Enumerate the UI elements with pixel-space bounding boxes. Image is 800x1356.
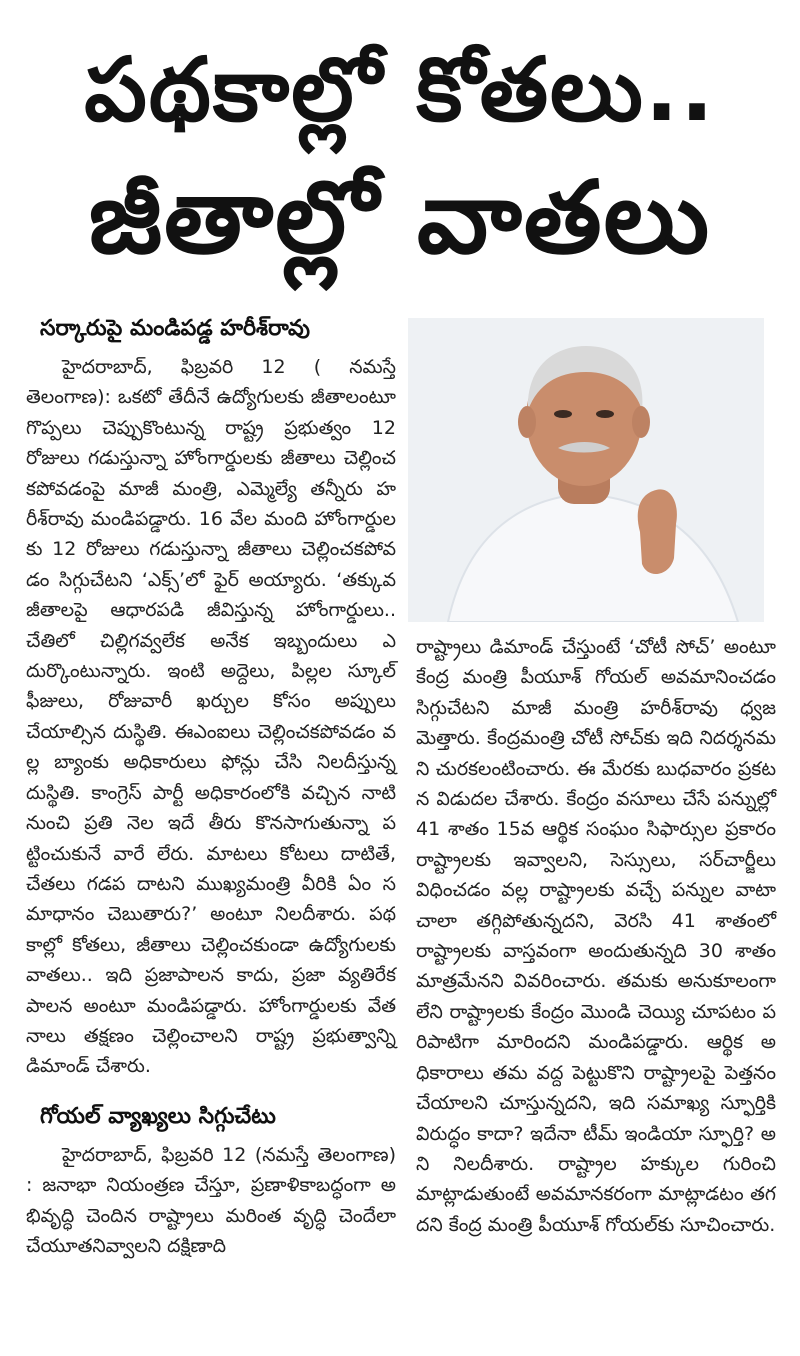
portrait-photo [408,318,764,622]
hand-shape [638,489,677,574]
right-column [416,632,776,1240]
headline-line-1: పథకాల్లో కోతలు.. [84,38,716,141]
story1-subhead: సర్కారుపై మండిపడ్డ హరీశ్‌రావు [40,316,311,341]
story1-body: హైదరాబాద్, ఫిబ్రవరి 12 ( నమస్తే తెలంగాణ): ఒకటో తేదీనే ఉద్యోగులకు జీతాలంటూ గొప్పలు చెప్పుకొంటున్న రాష్ట్ర ప్రభుత్వం 12 రోజులు గడుస్తున్నా హోంగార్డులకు జీతాలు చెల్లించకపోవడంపై మాజీ మంత్రి, ఎమ్మెల్యే తన్నీరు హరీశ్‌రావు మండిపడ్డారు. 16 వేల మంది హోంగార్డులకు 12 రోజులు గడుస్తున్నా జీతాలు చెల్లించకపోవడం సిగ్గుచేటని ‘ఎక్స్’లో ఫైర్ అయ్యారు. ‘తక్కువ జీతాలపై ఆధారపడి జీవిస్తున్న హోంగార్డులు.. చేతిలో చిల్లిగవ్వలేక అనేక ఇబ్బందులు ఎదుర్కొంటున్నారు. ఇంటి అద్దెలు, పిల్లల స్కూల్ ఫీజులు, రోజువారీ ఖర్చుల కోసం అప్పులు చేయాల్సిన దుస్థితి. ఈఎంఐలు చెల్లించకపోవడం వల్ల బ్యాంకు అధికారులు ఫోన్లు చేసి నిలదీస్తున్న దుస్థితి. కాంగ్రెస్ పార్టీ అధికారంలోకి వచ్చిన నాటి నుంచి ప్రతి నెల ఇదే తీరు కొనసాగుతున్నా పట్టించుకునే వారే లేరు. మాటలు కోటలు దాటితే, చేతలు గడప దాటని ముఖ్యమంత్రి వీరికి ఏం సమాధానం చెబుతారు?’ అంటూ నిలదీశారు. పథకాల్లో కోతలు, జీతాలు చెల్లించకుండా ఉద్యోగులకు వాతలు.. ఇది ప్రజాపాలన కాదు, ప్రజా వ్యతిరేక పాలన అంటూ మండిపడ్డారు. హోంగార్డులకు వేతనాలు తక్షణం చెల్లించాలని రాష్ట్ర ప్రభుత్వాన్ని డిమాండ్ చేశారు. [26,356,396,1078]
story2-body-left: హైదరాబాద్, ఫిబ్రవరి 12 (నమస్తే తెలంగాణ) : జనాభా నియంత్రణ చేస్తూ, ప్రణాళికాబద్ధంగా అభివృద్ధి చెందిన రాష్ట్రాలు మరింత వృద్ధి చెందేలా చేయూతనివ్వాలని దక్షిణాది [26,1143,396,1257]
headline-line-2: జీతాల్లో వాతలు [88,159,712,276]
ear-right [632,406,650,438]
eye-left [554,410,572,418]
left-column [26,312,396,1261]
ear-left [518,406,536,438]
story2-body-right: రాష్ట్రాలు డిమాండ్ చేస్తుంటే ‘చోటీ సోచ్’ అంటూ కేంద్ర మంత్రి పీయూశ్ గోయల్ అవమానించడం సిగ్గుచేటని మాజీ మంత్రి హరీశ్‌రావు ధ్వజమెత్తారు. కేంద్రమంత్రి చోటీ సోచ్‌కు ఇది నిదర్శనమని చురకలంటించారు. ఈ మేరకు బుధవారం ప్రకటన విడుదల చేశారు. కేంద్రం వసూలు చేసే పన్నుల్లో 41 శాతం 15వ ఆర్థిక సంఘం సిఫార్సుల ప్రకారం రాష్ట్రాలకు ఇవ్వాలని, సెస్సులు, సర్‌చార్జీలు విధించడం వల్ల రాష్ట్రాలకు వచ్చే పన్నుల వాటా చాలా తగ్గిపోతున్నదని, వెరసి 41 శాతంలో రాష్ట్రాలకు వాస్తవంగా అందుతున్నది 30 శాతం మాత్రమేనని వివరించారు. తమకు అనుకూలంగా లేని రాష్ట్రాలకు కేంద్రం మొండి చెయ్యి చూపటం పరిపాటిగా మారిందని మండిపడ్డారు. ఆర్థిక అధికారాలు తమ వద్ద పెట్టుకొని రాష్ట్రాలపై పెత్తనం చేయాలని చూస్తున్నదని, ఇది సమాఖ్య స్ఫూర్తికి విరుద్ధం కాదా? ఇదేనా టీమ్ ఇండియా స్ఫూర్తి? అని నిలదీశారు. రాష్ట్రాల హక్కుల గురించి మాట్లాడుతుంటే అవమానకరంగా మాట్లాడటం తగదని కేంద్ర మంత్రి పీయూశ్ గోయల్‌కు సూచించారు. [416,636,776,1236]
eye-right [596,410,614,418]
story2-subhead: గోయల్ వ్యాఖ్యలు సిగ్గుచేటు [40,1103,276,1129]
portrait-photo-icon [408,318,764,622]
